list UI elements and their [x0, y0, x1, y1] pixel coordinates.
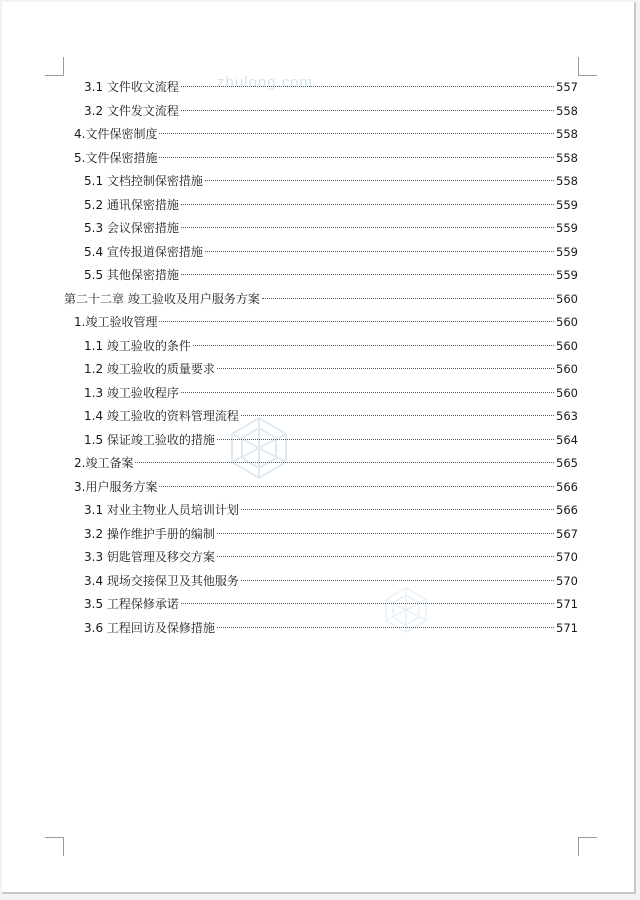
toc-page-number: 566: [556, 479, 578, 494]
toc-entry[interactable]: [64, 241, 578, 265]
toc-entry-label: 4.文件保密制度: [74, 127, 158, 141]
toc-dot-leader: [217, 439, 554, 440]
toc-page-number: 559: [556, 244, 578, 259]
toc-entry-label: 5.4 宣传报道保密措施: [84, 244, 203, 259]
toc-entry-label: 3.1 文件收文流程: [84, 80, 179, 94]
toc-entry-label: 3.4 现场交接保卫及其他服务: [84, 573, 239, 588]
toc-dot-leader: [205, 251, 554, 252]
toc-entry[interactable]: [64, 170, 578, 194]
toc-page-number: 570: [556, 573, 578, 588]
toc-page-number: 565: [556, 456, 578, 470]
toc-entry[interactable]: [64, 476, 578, 500]
toc-entry[interactable]: [64, 523, 578, 547]
toc-entry[interactable]: [64, 452, 578, 476]
toc-dot-leader: [135, 462, 554, 463]
toc-page-number: 560: [556, 315, 578, 329]
toc-entry-label: 1.3 竣工验收程序: [84, 385, 179, 400]
toc-dot-leader: [159, 133, 554, 134]
toc-entry-label: 3.2 文件发文流程: [84, 103, 179, 118]
toc-entry-label: 5.2 通讯保密措施: [84, 197, 179, 212]
toc-entry[interactable]: [64, 123, 578, 147]
document-page: [2, 2, 636, 894]
table-of-contents: [64, 76, 578, 640]
toc-dot-leader: [181, 603, 554, 604]
toc-page-number: 567: [556, 526, 578, 541]
toc-entry-label: 1.1 竣工验收的条件: [84, 338, 191, 353]
toc-dot-leader: [205, 180, 554, 181]
toc-entry[interactable]: [64, 358, 578, 382]
toc-entry-label: 1.4 竣工验收的资料管理流程: [84, 409, 239, 423]
toc-dot-leader: [217, 556, 554, 557]
toc-page-number: 558: [556, 150, 578, 165]
toc-dot-leader: [181, 227, 554, 228]
toc-page-number: 559: [556, 197, 578, 212]
toc-entry[interactable]: [64, 617, 578, 641]
toc-page-number: 559: [556, 221, 578, 235]
toc-entry[interactable]: [64, 288, 578, 312]
toc-entry[interactable]: [64, 217, 578, 241]
toc-dot-leader: [241, 415, 554, 416]
toc-entry-label: 3.1 对业主物业人员培训计划: [84, 503, 239, 517]
toc-entry-label: 5.1 文档控制保密措施: [84, 174, 203, 188]
toc-page-number: 570: [556, 550, 578, 564]
toc-dot-leader: [181, 86, 554, 87]
toc-entry-label: 1.竣工验收管理: [74, 315, 158, 329]
toc-entry-label: 3.3 钥匙管理及移交方案: [84, 550, 215, 564]
toc-dot-leader: [241, 580, 554, 581]
toc-entry[interactable]: [64, 264, 578, 288]
toc-entry[interactable]: [64, 593, 578, 617]
toc-dot-leader: [193, 345, 554, 346]
margin-corner-bottom-right: [578, 837, 597, 856]
toc-page-number: 560: [556, 291, 578, 306]
toc-page-number: 558: [556, 174, 578, 188]
toc-page-number: 558: [556, 127, 578, 141]
toc-entry-label: 3.2 操作维护手册的编制: [84, 526, 215, 541]
toc-dot-leader: [181, 204, 554, 205]
toc-entry-label: 第二十二章 竣工验收及用户服务方案: [64, 291, 260, 306]
toc-dot-leader: [217, 368, 554, 369]
toc-entry[interactable]: [64, 194, 578, 218]
toc-entry-label: 3.5 工程保修承诺: [84, 597, 179, 611]
toc-entry[interactable]: [64, 405, 578, 429]
toc-page-number: 571: [556, 597, 578, 611]
toc-dot-leader: [217, 533, 554, 534]
toc-entry[interactable]: [64, 546, 578, 570]
toc-page-number: 566: [556, 503, 578, 517]
toc-page-number: 557: [556, 80, 578, 94]
toc-dot-leader: [181, 392, 554, 393]
toc-page-number: 560: [556, 362, 578, 376]
margin-corner-top-right: [578, 57, 597, 76]
toc-page-number: 560: [556, 338, 578, 353]
toc-entry[interactable]: [64, 311, 578, 335]
toc-entry[interactable]: [64, 335, 578, 359]
toc-dot-leader: [181, 274, 554, 275]
toc-page-number: 559: [556, 268, 578, 282]
toc-page-number: 560: [556, 385, 578, 400]
toc-entry-label: 2.竣工备案: [74, 456, 134, 470]
toc-entry[interactable]: [64, 570, 578, 594]
toc-entry-label: 1.2 竣工验收的质量要求: [84, 362, 215, 376]
watermark-text: zhulong.com: [217, 74, 314, 91]
toc-entry-label: 1.5 保证竣工验收的措施: [84, 432, 215, 447]
toc-dot-leader: [217, 627, 554, 628]
toc-dot-leader: [159, 157, 554, 158]
toc-entry[interactable]: [64, 76, 578, 100]
toc-entry[interactable]: [64, 147, 578, 171]
toc-entry[interactable]: [64, 499, 578, 523]
toc-entry-label: 5.5 其他保密措施: [84, 268, 179, 282]
toc-dot-leader: [241, 509, 554, 510]
toc-page-number: 558: [556, 103, 578, 118]
margin-corner-top-left: [45, 57, 64, 76]
margin-corner-bottom-left: [45, 837, 64, 856]
toc-page-number: 563: [556, 409, 578, 423]
toc-dot-leader: [262, 298, 554, 299]
toc-dot-leader: [181, 110, 554, 111]
toc-entry-label: 5.文件保密措施: [74, 150, 158, 165]
toc-page-number: 564: [556, 432, 578, 447]
toc-entry-label: 3.用户服务方案: [74, 479, 158, 494]
toc-dot-leader: [159, 321, 554, 322]
toc-entry[interactable]: [64, 382, 578, 406]
toc-entry[interactable]: [64, 429, 578, 453]
toc-entry-label: 5.3 会议保密措施: [84, 221, 179, 235]
toc-entry-label: 3.6 工程回访及保修措施: [84, 620, 215, 635]
toc-dot-leader: [159, 486, 554, 487]
toc-entry[interactable]: [64, 100, 578, 124]
toc-page-number: 571: [556, 620, 578, 635]
